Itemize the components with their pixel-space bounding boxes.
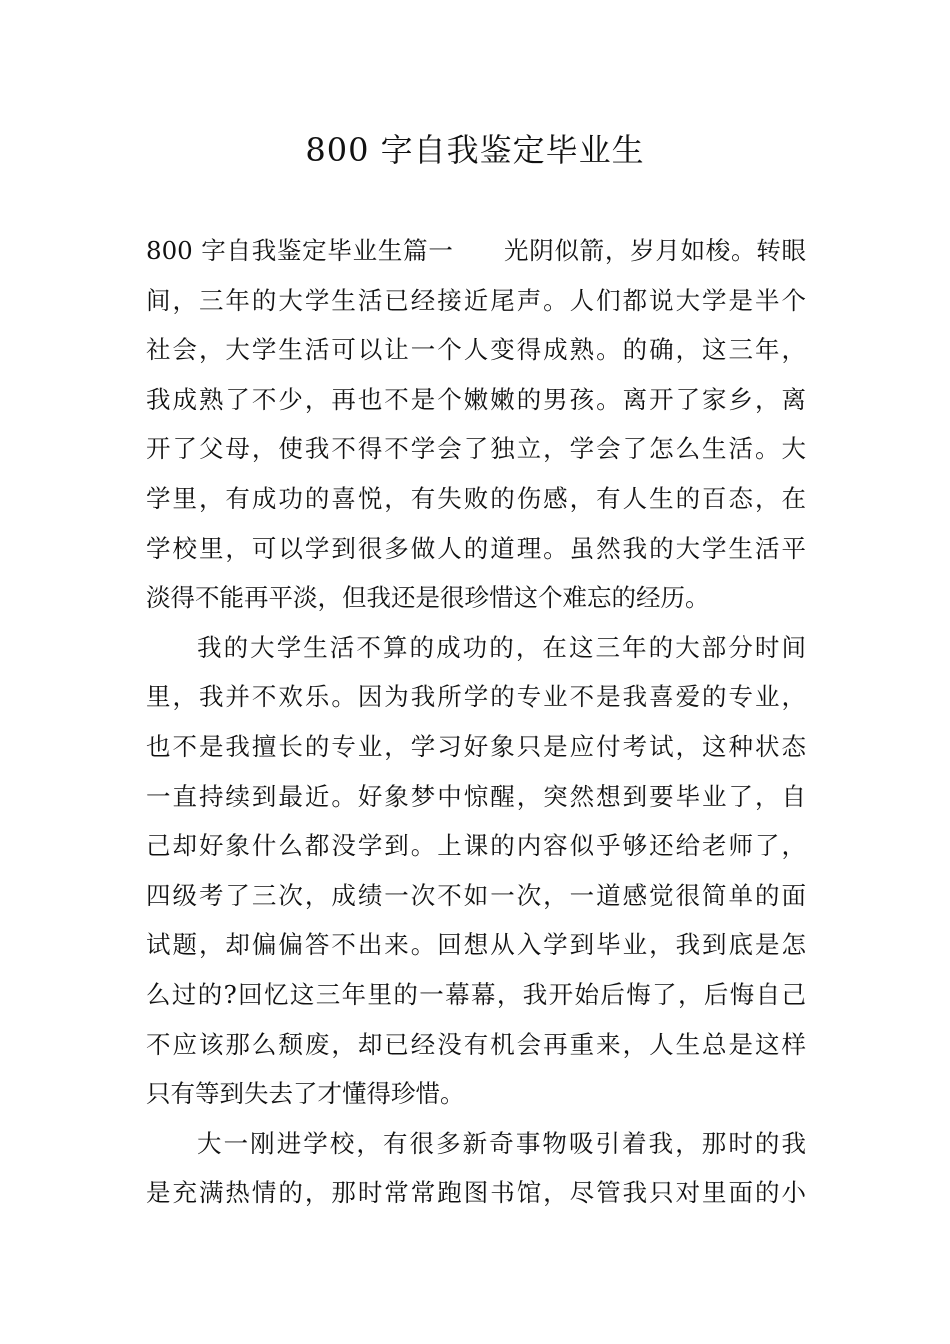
text-line: 大一刚进学校，有很多新奇事物吸引着我，那时的我: [197, 1128, 806, 1158]
text-line: 开了父母，使我不得不学会了独立，学会了怎么生活。大: [146, 434, 806, 464]
text-line: 间，三年的大学生活已经接近尾声。人们都说大学是半个: [146, 285, 806, 315]
text-line: 学校里，可以学到很多做人的道理。虽然我的大学生活平: [146, 533, 806, 563]
text-line: 800 字自我鉴定毕业生篇一 光阴似箭，岁月如梭。转眼: [146, 236, 806, 265]
text-line: 我成熟了不少，再也不是个嫩嫩的男孩。离开了家乡，离: [146, 384, 806, 414]
text-line: 四级考了三次，成绩一次不如一次，一道感觉很简单的面: [146, 880, 806, 910]
text-line: 也不是我擅长的专业，学习好象只是应付考试，这种状态: [146, 731, 806, 761]
text-line: 不应该那么颓废，却已经没有机会再重来，人生总是这样: [146, 1029, 806, 1059]
text-line: 社会，大学生活可以让一个人变得成熟。的确，这三年，: [146, 335, 806, 365]
document-title: 800 字自我鉴定毕业生: [305, 131, 645, 169]
text-line: 淡得不能再平淡，但我还是很珍惜这个难忘的经历。: [146, 583, 710, 613]
text-line: 一直持续到最近。好象梦中惊醒，突然想到要毕业了，自: [146, 781, 806, 811]
text-line: 己却好象什么都没学到。上课的内容似乎够还给老师了，: [146, 831, 806, 861]
text-line: 我的大学生活不算的成功的，在这三年的大部分时间: [197, 632, 806, 662]
text-line: 么过的?回忆这三年里的一幕幕，我开始后悔了，后悔自己: [146, 979, 806, 1009]
text-line: 试题，却偏偏答不出来。回想从入学到毕业，我到底是怎: [146, 930, 806, 960]
text-line: 只有等到失去了才懂得珍惜。: [146, 1079, 465, 1109]
text-line: 学里，有成功的喜悦，有失败的伤感，有人生的百态，在: [146, 483, 806, 513]
text-line: 是充满热情的，那时常常跑图书馆，尽管我只对里面的小: [146, 1178, 806, 1208]
text-line: 里，我并不欢乐。因为我所学的专业不是我喜爱的专业，: [146, 682, 806, 712]
document-body: [146, 226, 806, 1218]
